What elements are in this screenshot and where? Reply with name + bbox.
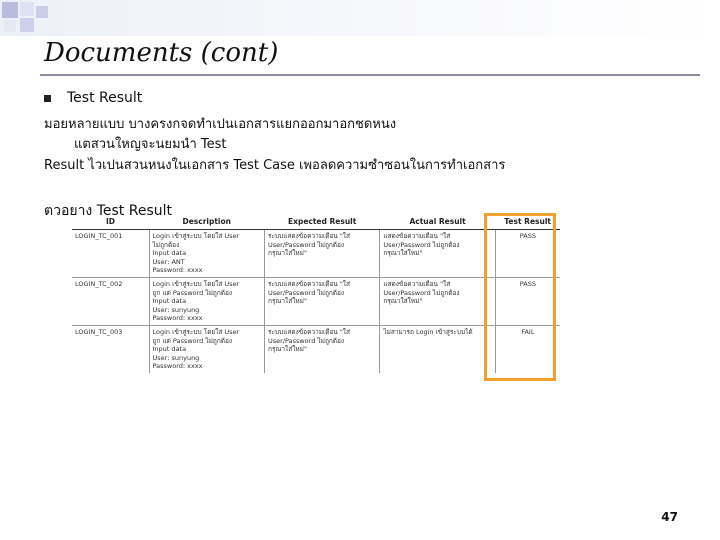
cell-id: LOGIN_TC_003: [72, 325, 149, 372]
bullet-text: Test Result: [67, 90, 143, 106]
paragraph-line-1: มอยหลายแบบ บางครงกจดทำเปนเอกสารแยกออกมาอกชดหนง: [44, 117, 397, 132]
cell-description-line: Input data: [152, 297, 187, 306]
cell-expected-result-line: กรุณาใส่ใหม่": [267, 345, 307, 354]
cell-id: LOGIN_TC_001: [72, 230, 149, 278]
cell-description-line: ถูก แต่ Password ไม่ถูกต้อง: [152, 336, 233, 345]
cell-description-line: Login เข้าสู่ระบบ โดยใส่ User: [152, 232, 240, 240]
cell-expected-result-line: ระบบแสดงข้อความเตือน "ใส่: [267, 327, 351, 336]
cell-description-line: User: sunyung: [152, 353, 200, 362]
cell-description: [149, 230, 264, 278]
top-gradient-bar: [0, 0, 720, 36]
cell-description-line: ไม่ถูกต้อง: [152, 240, 180, 249]
bullet-item: [44, 90, 142, 106]
cell-description: [149, 277, 264, 325]
cell-actual-result-line: กรุณาใส่ใหม่": [383, 297, 423, 306]
cell-actual-result-line: แสดงข้อความเตือน "ใส่: [383, 232, 451, 240]
slide-title: Documents (cont): [44, 38, 279, 68]
paragraph-line-3: Result ไวเปนสวนหนงในเอกสาร Test Case เพอลดความซำซอนในการทำเอกสาร: [44, 158, 506, 173]
cell-description-line: User: sunyung: [152, 305, 200, 314]
cell-expected-result-line: ระบบแสดงข้อความเตือน "ใส่: [267, 232, 351, 240]
cell-expected-result-line: กรุณาใส่ใหม่": [267, 249, 307, 258]
cell-actual-result-line: ไม่สามารถ Login เข้าสู่ระบบได้: [383, 327, 473, 336]
cell-description-line: Password: xxxx: [152, 362, 203, 371]
header-test-result: Test Result: [495, 214, 560, 230]
cell-expected-result: [264, 325, 379, 372]
cell-description: [149, 325, 264, 372]
cell-description-line: User: ANT: [152, 257, 185, 266]
cell-actual-result: [380, 277, 495, 325]
cell-expected-result-line: ระบบแสดงข้อความเตือน "ใส่: [267, 279, 351, 288]
decorative-squares: [0, 0, 60, 40]
cell-description-line: Login เข้าสู่ระบบ โดยใส่ User: [152, 279, 240, 288]
cell-actual-result: [380, 230, 495, 278]
example-label: ตวอยาง Test Result: [44, 203, 172, 219]
cell-actual-result: [380, 325, 495, 372]
header-actual-result: Actual Result: [380, 214, 495, 230]
header-expected-result: Expected Result: [264, 214, 379, 230]
header-description: Description: [149, 214, 264, 230]
cell-expected-result-line: User/Password ไม่ถูกต้อง: [267, 336, 345, 345]
paragraph-line-2: แตสวนใหญจะนยมนำ Test: [74, 137, 227, 152]
cell-expected-result: [264, 277, 379, 325]
cell-description-line: Login เข้าสู่ระบบ โดยใส่ User: [152, 327, 240, 336]
header-id: ID: [72, 214, 149, 230]
cell-actual-result-line: User/Password ไม่ถูกต้อง: [383, 240, 460, 249]
title-rule: [40, 74, 700, 76]
test-result-highlight-box: [484, 213, 556, 381]
bullet-square-icon: [44, 95, 51, 102]
cell-actual-result-line: กรุณาใส่ใหม่": [383, 249, 423, 258]
cell-test-result: FAIL: [495, 325, 560, 372]
cell-description-line: Input data: [152, 249, 187, 258]
cell-expected-result-line: User/Password ไม่ถูกต้อง: [267, 240, 345, 249]
cell-expected-result: [264, 230, 379, 278]
cell-actual-result-line: แสดงข้อความเตือน "ใส่: [383, 279, 451, 288]
cell-actual-result-line: User/Password ไม่ถูกต้อง: [383, 288, 460, 297]
page-number: 47: [661, 510, 678, 524]
cell-description-line: Input data: [152, 345, 187, 354]
cell-expected-result-line: กรุณาใส่ใหม่": [267, 297, 307, 306]
cell-description-line: ถูก แต่ Password ไม่ถูกต้อง: [152, 288, 233, 297]
cell-test-result: PASS: [495, 277, 560, 325]
cell-expected-result-line: User/Password ไม่ถูกต้อง: [267, 288, 345, 297]
cell-description-line: Password: xxxx: [152, 266, 203, 275]
cell-id: LOGIN_TC_002: [72, 277, 149, 325]
cell-test-result: PASS: [495, 230, 560, 278]
cell-description-line: Password: xxxx: [152, 314, 203, 323]
